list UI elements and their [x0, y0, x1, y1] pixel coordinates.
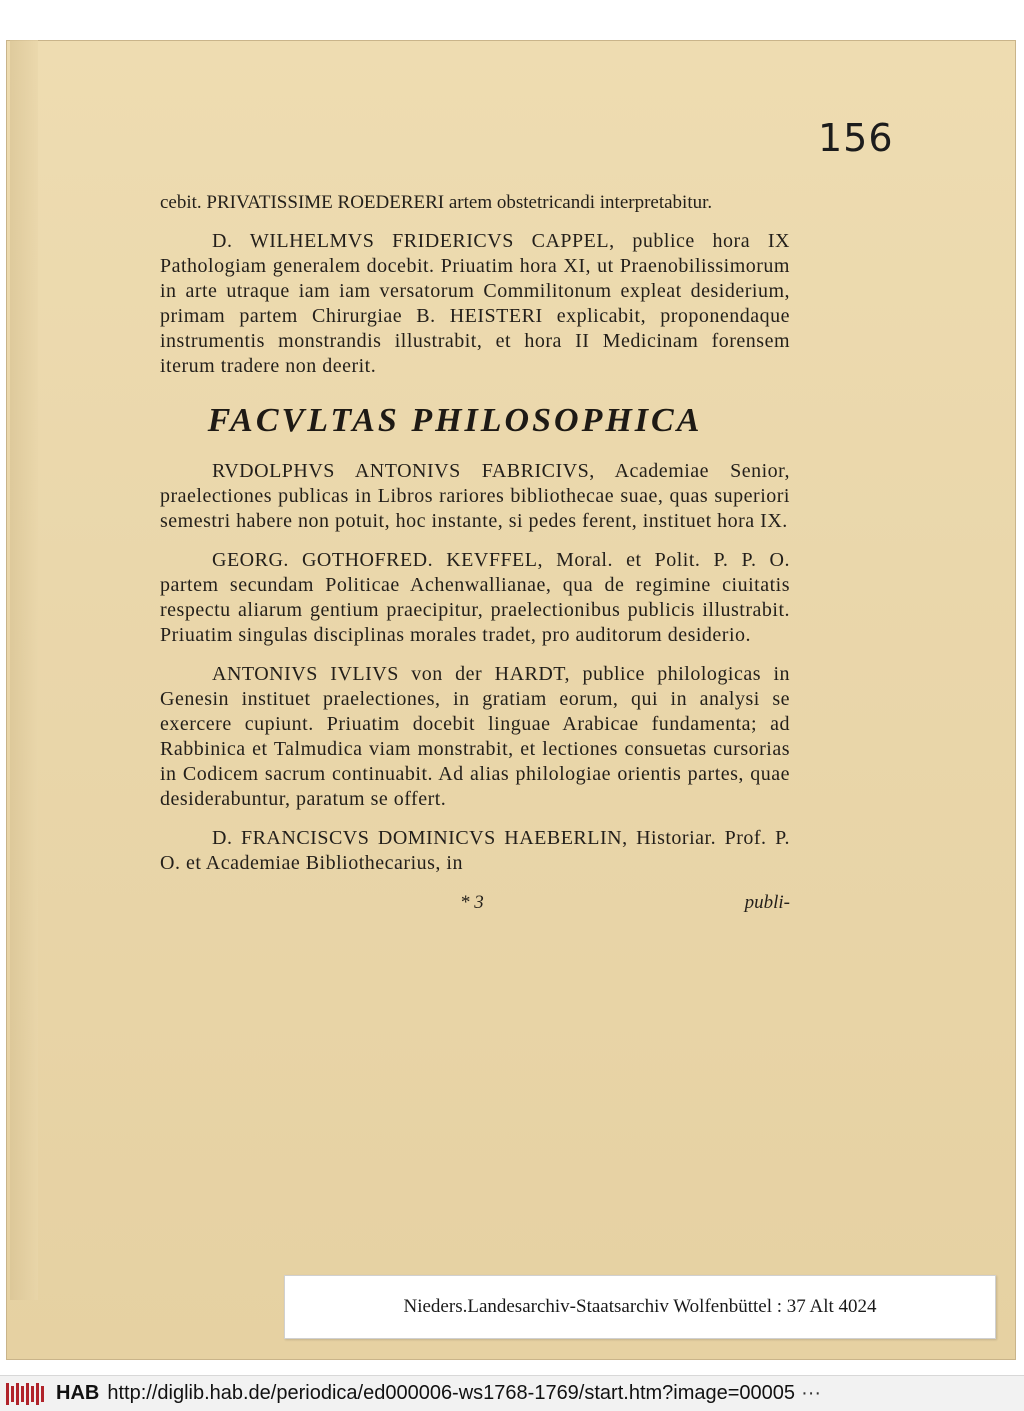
paragraph-fabricius: RVDOLPHVS ANTONIVS FABRICIVS, Academiae Senior, praelectiones publicas in Libros rariores bibliothecae suae, quas superiori semestri habere non potuit, hoc instante, si pedes ferent, instituet hora IX. — [160, 460, 790, 532]
page-number: 156 — [818, 116, 894, 160]
footer-url-link[interactable]: http://diglib.hab.de/periodica/ed000006-ws1768-1769/start.htm?image=00005 — [107, 1382, 796, 1404]
section-heading: FACVLTAS PHILOSOPHICA — [207, 402, 703, 439]
catchword: publi- — [744, 892, 790, 913]
archive-label — [284, 1275, 996, 1339]
page-fold-shadow — [10, 40, 38, 1300]
archive-label-text: Nieders.Landesarchiv-Staatsarchiv Wolfenbüttel : 37 Alt 4024 — [403, 1296, 877, 1317]
page-text — [160, 190, 790, 915]
paragraph-haeberlin: D. FRANCISCVS DOMINICVS HAEBERLIN, Historiar. Prof. P. O. et Academiae Bibliothecarius, in — [160, 827, 790, 874]
more-icon[interactable]: ··· — [801, 1382, 822, 1404]
hab-logo-icon — [6, 1381, 48, 1407]
signature-mark: * 3 — [460, 892, 484, 913]
footer-abbr: HAB — [56, 1382, 100, 1404]
paragraph-cappel: D. WILHELMVS FRIDERICVS CAPPEL, publice hora IX Pathologiam generalem docebit. Priuatim hora XI, ut Praenobilissimorum in arte utraque iam iam versatorum Commilitonum expleat desiderium, primam partem Chirurgiae B. HEISTERI explicabit, proponendaque instrumentis monstrandis illustrabit, et hora II Medicinam forensem iterum tradere non deerit. — [160, 230, 790, 377]
page-footer-line — [160, 890, 790, 915]
viewer-footer — [0, 1375, 1024, 1411]
paragraph-keuffel: GEORG. GOTHOFRED. KEVFFEL, Moral. et Polit. P. P. O. partem secundam Politicae Achenwallianae, qua de regimine ciuitatis respectu aliarum gentium praecipitur, praelectionibus publicis illustrabit. Priuatim singulas disciplinas morales tradet, pro auditorum desiderio. — [160, 549, 790, 646]
paragraph-hardt: ANTONIVS IVLIVS von der HARDT, publice philologicas in Genesin instituet praelectiones, in gratiam eorum, qui in analysi se exercere cupiunt. Priuatim docebit linguae Arabicae fundamenta; ad Rabbinica et Talmudica viam monstrabit, et lectiones consuetas cursorias in Codicem sacrum continuabit. Ad alias philologiae orientis partes, quae desiderabuntur, paratum se offert. — [160, 663, 790, 810]
paragraph-roedereri: cebit. PRIVATISSIME ROEDERERI artem obstetricandi interpretabitur. — [160, 192, 713, 213]
